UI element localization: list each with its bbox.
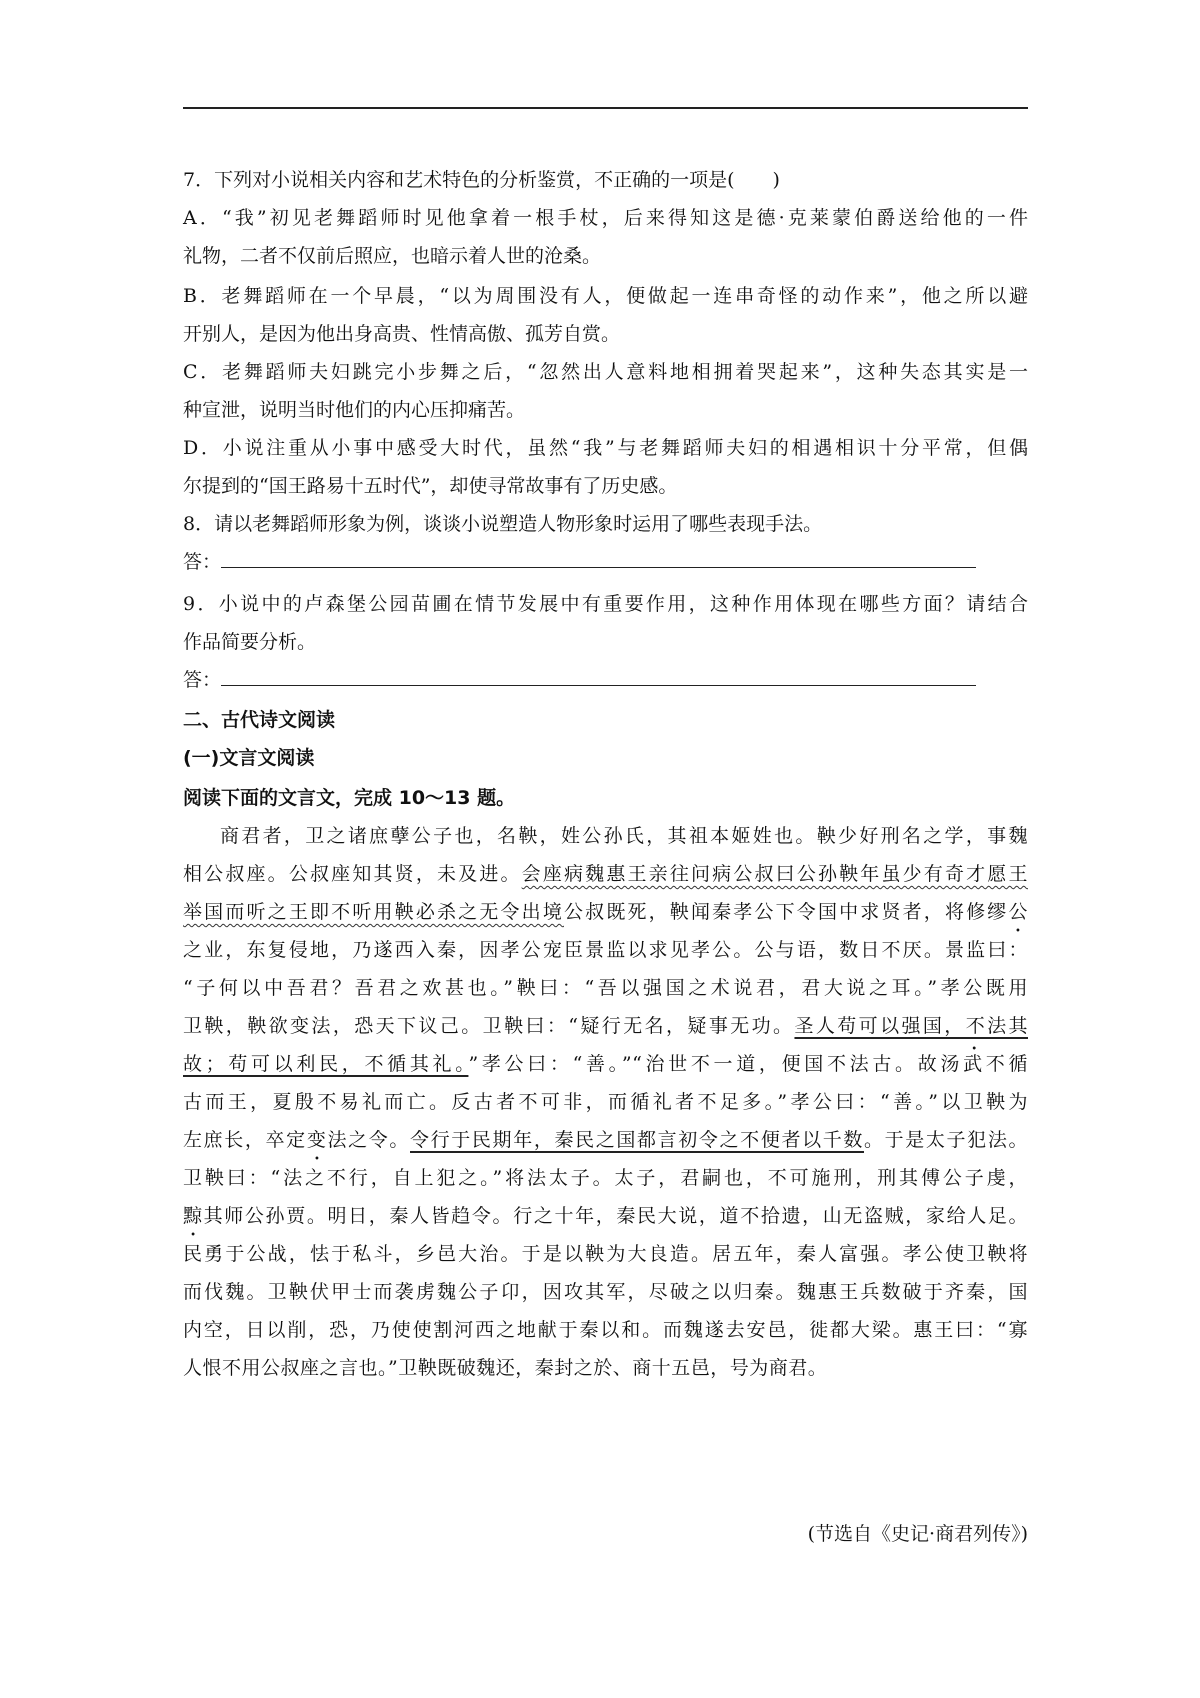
passage-text: 左庶长，卒定 bbox=[183, 1129, 307, 1151]
emphasis-dotted-char: 变 bbox=[306, 1129, 328, 1151]
passage-source: (节选自《史记·商君列传》) bbox=[807, 1523, 1028, 1545]
question-9-stem: 9．小说中的卢森堡公园苗圃在情节发展中有重要作用，这种作用体现在哪些方面？请结合 bbox=[183, 593, 1028, 615]
emphasis-dotted-char: 公 bbox=[1008, 901, 1028, 923]
passage-text: ”孝公曰：“善。”“治世不一道，便国不法古。故汤 bbox=[468, 1053, 964, 1075]
passage-line-11 bbox=[183, 1202, 1028, 1230]
question-7-stem: 7．下列对小说相关内容和艺术特色的分析鉴赏，不正确的一项是( ) bbox=[183, 169, 780, 191]
answer-label: 答： bbox=[183, 551, 222, 573]
question-7-option-c-cont: 种宣泄，说明当时他们的内心压抑痛苦。 bbox=[183, 399, 526, 421]
question-7-option-c: C．老舞蹈师夫妇跳完小步舞之后，“忽然出人意料地相拥着哭起来”，这种失态其实是一 bbox=[183, 361, 1028, 383]
passage-line-15: 人恨不用公叔座之言也。”卫鞅既破魏还，秦封之於、商十五邑，号为商君。 bbox=[183, 1357, 828, 1379]
passage-line-8: 古而王，夏殷不易礼而亡。反古者不可非，而循礼者不足多。”孝公曰：“善。”以卫鞅为 bbox=[183, 1091, 1028, 1113]
answer-blank[interactable] bbox=[221, 667, 976, 686]
passage-line-9 bbox=[183, 1126, 1028, 1154]
emphasis-dotted-char: 黥 bbox=[183, 1205, 204, 1227]
wavy-underlined-text: 举国而听之王即不听用鞅必杀之无令出境 bbox=[183, 901, 564, 923]
passage-line-6 bbox=[183, 1012, 1028, 1040]
passage-text: 公叔既死，鞅闻秦孝公下令国中求贤者，将修缪 bbox=[563, 901, 1009, 923]
passage-line-14: 内空，日以削，恐，乃使使割河西之地献于秦以和。而魏遂去安邑，徙都大梁。惠王曰：“寡 bbox=[183, 1319, 1028, 1341]
question-7-option-a-cont: 礼物，二者不仅前后照应，也暗示着人世的沧桑。 bbox=[183, 245, 602, 267]
section-title: 二、古代诗文阅读 bbox=[183, 709, 336, 731]
section-instruction: 阅读下面的文言文，完成 10～13 题。 bbox=[183, 787, 516, 809]
question-7-option-d-cont: 尔提到的“国王路易十五时代”，却使寻常故事有了历史感。 bbox=[183, 475, 678, 497]
answer-blank[interactable] bbox=[221, 549, 976, 568]
question-8-answer bbox=[183, 548, 1028, 576]
passage-line-13: 而伐魏。卫鞅伏甲士而袭虏魏公子卬，因攻其军，尽破之以归秦。魏惠王兵数破于齐秦，国 bbox=[183, 1281, 1028, 1303]
passage-line-12: 民勇于公战，怯于私斗，乡邑大治。于是以鞅为大良造。居五年，秦人富强。孝公使卫鞅将 bbox=[183, 1243, 1028, 1265]
question-7-option-a: A．“我”初见老舞蹈师时见他拿着一根手杖，后来得知这是德·克莱蒙伯爵送给他的一件 bbox=[183, 207, 1028, 229]
section-subtitle: (一)文言文阅读 bbox=[183, 747, 315, 769]
passage-line-7 bbox=[183, 1050, 1028, 1078]
question-9-stem-cont: 作品简要分析。 bbox=[183, 631, 317, 653]
underlined-sentence: 圣人苟可以强国，不法其 bbox=[794, 1015, 1028, 1037]
passage-line-4: 之业，东复侵地，乃遂西入秦，因孝公宠臣景监以求见孝公。公与语，数日不厌。景监曰： bbox=[183, 939, 1028, 961]
passage-line-3 bbox=[183, 898, 1028, 926]
header-rule bbox=[183, 107, 1028, 109]
passage-text: 法之令。 bbox=[327, 1129, 411, 1151]
passage-line-5: “子何以中吾君？吾君之欢甚也。”鞅曰：“吾以强国之术说君，君大说之耳。”孝公既用 bbox=[183, 977, 1028, 999]
question-8-stem: 8．请以老舞蹈师形象为例，谈谈小说塑造人物形象时运用了哪些表现手法。 bbox=[183, 513, 823, 535]
answer-label: 答： bbox=[183, 669, 222, 691]
passage-text: 不循 bbox=[985, 1053, 1028, 1075]
underlined-sentence: 故；苟可以利民，不循其礼。 bbox=[183, 1053, 469, 1075]
question-7-option-b: B．老舞蹈师在一个早晨，“以为周围没有人，便做起一连串奇怪的动作来”，他之所以避 bbox=[183, 285, 1028, 307]
wavy-underlined-text: 会座病魏惠王亲往问病公叔曰公孙鞅年虽少有奇才愿王 bbox=[521, 863, 1028, 885]
emphasis-dotted-char: 武 bbox=[963, 1053, 986, 1075]
passage-line-1: 商君者，卫之诸庶孽公子也，名鞅，姓公孙氏，其祖本姬姓也。鞅少好刑名之学，事魏 bbox=[220, 825, 1028, 847]
question-7-option-b-cont: 开别人，是因为他出身高贵、性情高傲、孤芳自赏。 bbox=[183, 323, 621, 345]
passage-line-10: 卫鞅曰：“法之不行，自上犯之。”将法太子。太子，君嗣也，不可施刑，刑其傅公子虔， bbox=[183, 1167, 1028, 1189]
question-7-option-d: D．小说注重从小事中感受大时代，虽然“我”与老舞蹈师夫妇的相遇相识十分平常，但偶 bbox=[183, 437, 1028, 459]
passage-line-2 bbox=[183, 860, 1028, 888]
passage-text: 卫鞅，鞅欲变法，恐天下议己。卫鞅曰：“疑行无名，疑事无功。 bbox=[183, 1015, 795, 1037]
passage-text: 。于是太子犯法。 bbox=[864, 1129, 1028, 1151]
question-9-answer bbox=[183, 666, 1028, 694]
passage-text: 其师公孙贾。明日，秦人皆趋令。行之十年，秦民大说，道不拾遗，山无盗贼，家给人足。 bbox=[203, 1205, 1028, 1227]
underlined-sentence: 令行于民期年，秦民之国都言初令之不便者以千数 bbox=[410, 1129, 864, 1151]
passage-text: 相公叔座。公叔座知其贤，未及进。 bbox=[183, 863, 522, 885]
